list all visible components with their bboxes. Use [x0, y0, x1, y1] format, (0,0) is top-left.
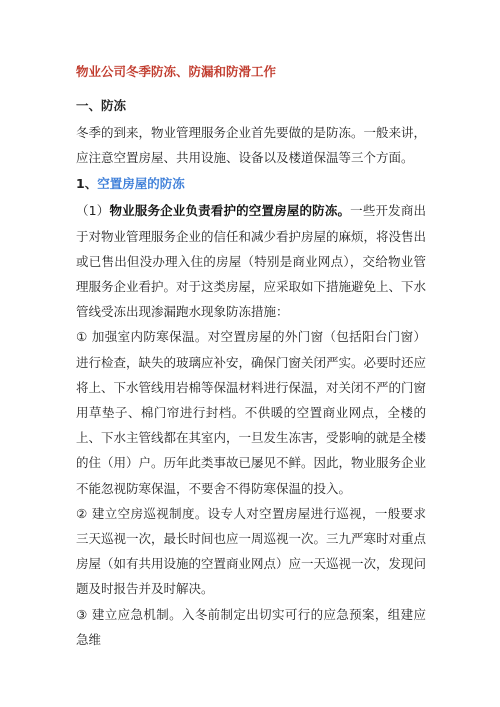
item-bold-lead: 物业服务企业负责看护的空置房屋的防冻。 [109, 203, 351, 219]
subsection-number: 1、 [76, 176, 98, 192]
intro-paragraph: 冬季的到来，物业管理服务企业首先要做的是防冻。一般来讲，应注意空置房屋、共用设施、设备以及楼道保温等三个方面。 [76, 125, 427, 166]
document-title: 物业公司冬季防冻、防漏和防滑工作 [76, 64, 277, 79]
subsection-heading [76, 172, 426, 196]
item-text: 一些开发商出于对物业管理服务企业的信任和减少看护房屋的麻烦，将没售出或已售出但没办理入住的房屋（特别是商业网点），交给物业管理服务企业看护。对于这类房屋，应采取如下措施避免上、下水管线受冻出现渗漏跑水现象防冻措施： [76, 203, 427, 320]
section-heading-antifreeze: 一、防冻 [76, 98, 127, 113]
measure-paragraph: ① 加强室内防寒保温。对空置房屋的外门窗（包括阳台门窗）进行检查，缺失的玻璃应补安，确保门窗关闭严实。必要时还应将上、下水管线用岩棉等保温材料进行保温，对关闭不严的门窗用草垫子、棉门帘进行封档。不供暖的空置商业网点，全楼的上、下水主管线都在其室内，一旦发生冻害，受影响的就是全楼的住（用）户。历年此类事故已屡见不鲜。因此，物业服务企业不能忽视防寒保温，不要舍不得防寒保温的投入。 [76, 329, 427, 496]
measure-paragraph: ③ 建立应急机制。入冬前制定出切实可行的应急预案，组建应急维 [76, 606, 426, 647]
document-body [76, 62, 426, 652]
item-paragraph [76, 198, 426, 324]
subsection-title: 空置房屋的防冻 [97, 176, 185, 192]
item-label: （1） [76, 203, 110, 219]
measure-paragraph: ② 建立空房巡视制度。设专人对空置房屋进行巡视，一般要求三天巡视一次，最长时间也应一周巡视一次。三九严寒时对重点房屋（如有共用设施的空置商业网点）应一天巡视一次，发现问题及时报告并及时解决。 [76, 505, 427, 597]
